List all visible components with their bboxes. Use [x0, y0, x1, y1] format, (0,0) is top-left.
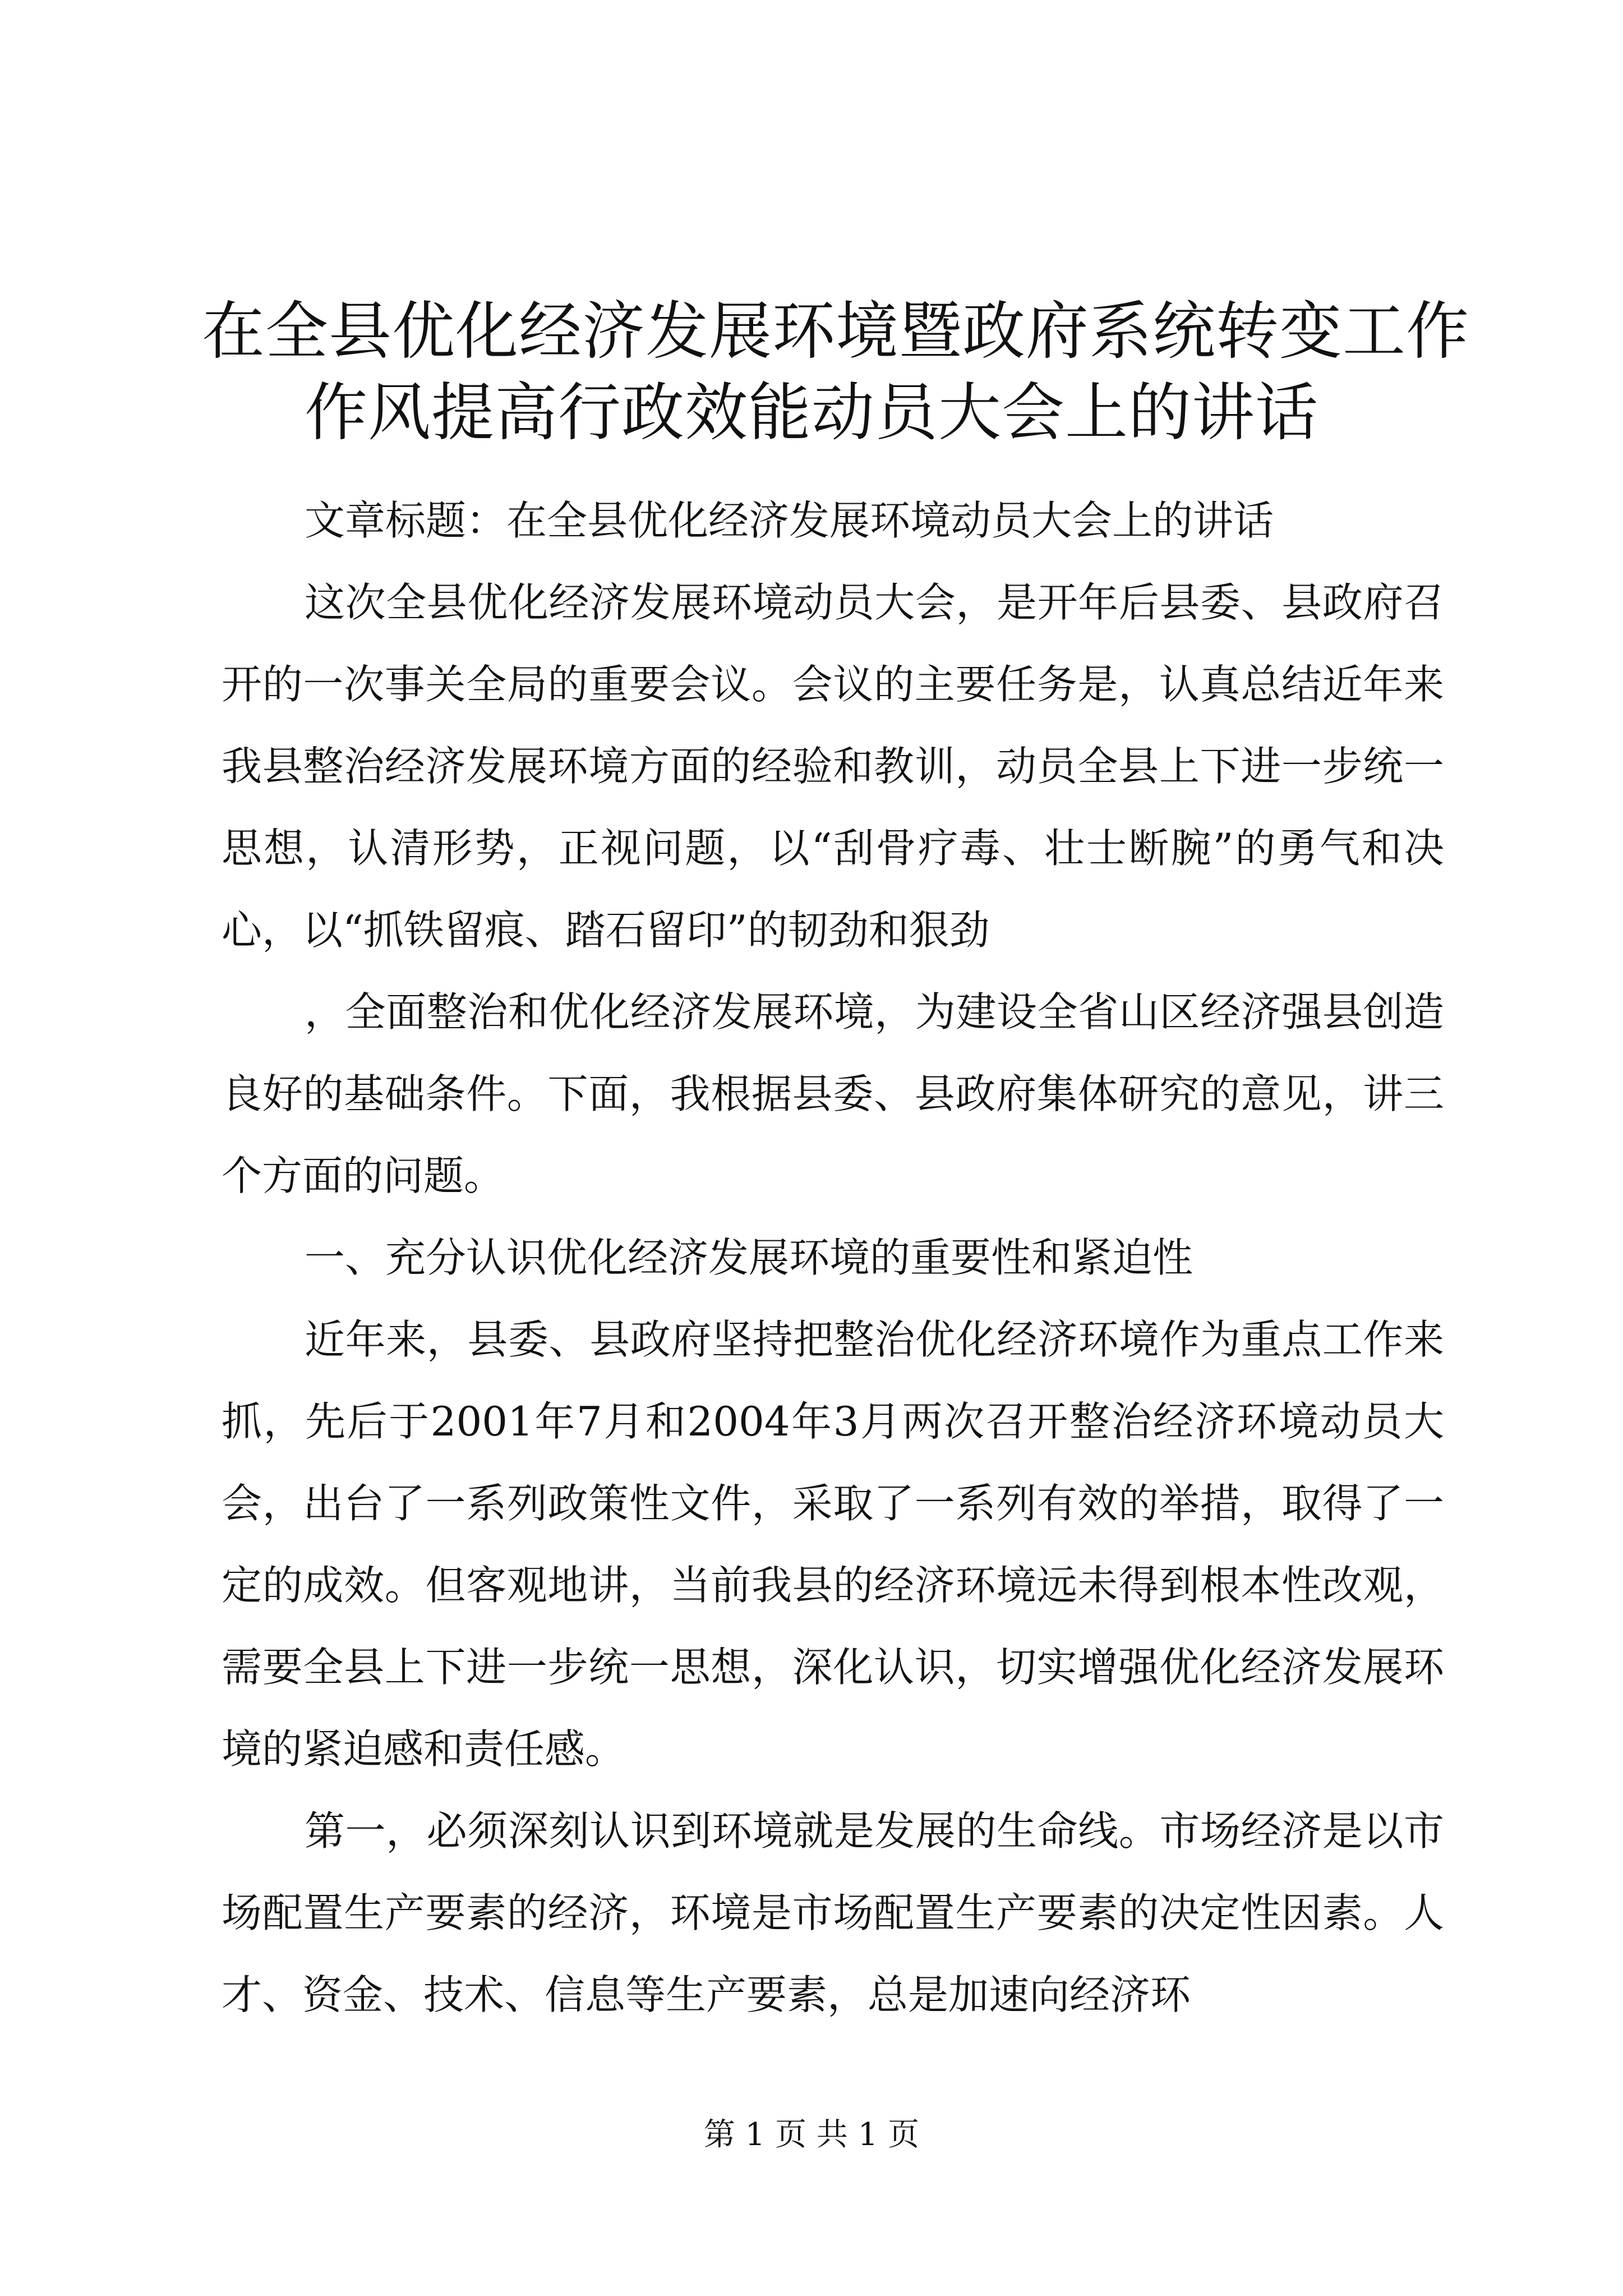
article-title-paragraph: 文章标题：在全县优化经济发展环境动员大会上的讲话 [305, 497, 1274, 544]
document-body [222, 480, 1444, 2036]
document-title-line-2: 作风提高行政效能动员大会上的讲话 [305, 376, 1318, 449]
page-number-footer: 第 1 页 共 1 页 [703, 2116, 920, 2153]
body-paragraph: 近年来，县委、县政府坚持把整治优化经济环境作为重点工作来抓，先后于2001年7月和2004年3月两次召开整治经济环境动员大会，出台了一系列政策性文件，采取了一系列有效的举措，取得了一定的成效。但客观地讲，当前我县的经济环境远未得到根本性改观，需要全县上下进一步统一思想，深化认识，切实增强优化经济发展环境的紧迫感和责任感。 [222, 1316, 1444, 1773]
document-title-line-1: 在全县优化经济发展环境暨政府系统转变工作 [202, 295, 1469, 368]
body-paragraph: 第一，必须深刻认识到环境就是发展的生命线。市场经济是以市场配置生产要素的经济，环境是市场配置生产要素的决定性因素。人才、资金、技术、信息等生产要素，总是加速向经济环 [222, 1807, 1444, 2018]
section-heading: 一、充分认识优化经济发展环境的重要性和紧迫性 [305, 1234, 1193, 1281]
body-paragraph: 这次全县优化经济发展环境动员大会，是开年后县委、县政府召开的一次事关全局的重要会议。会议的主要任务是，认真总结近年来我县整治经济发展环境方面的经验和教训，动员全县上下进一步统一思想，认清形势，正视问题，以“刮骨疗毒、壮士断腕”的勇气和决心，以“抓铁留痕、踏石留印”的韧劲和狠劲 [222, 579, 1444, 954]
body-paragraph: ，全面整治和优化经济发展环境，为建设全省山区经济强县创造良好的基础条件。下面，我根据县委、县政府集体研究的意见，讲三个方面的问题。 [222, 988, 1444, 1199]
